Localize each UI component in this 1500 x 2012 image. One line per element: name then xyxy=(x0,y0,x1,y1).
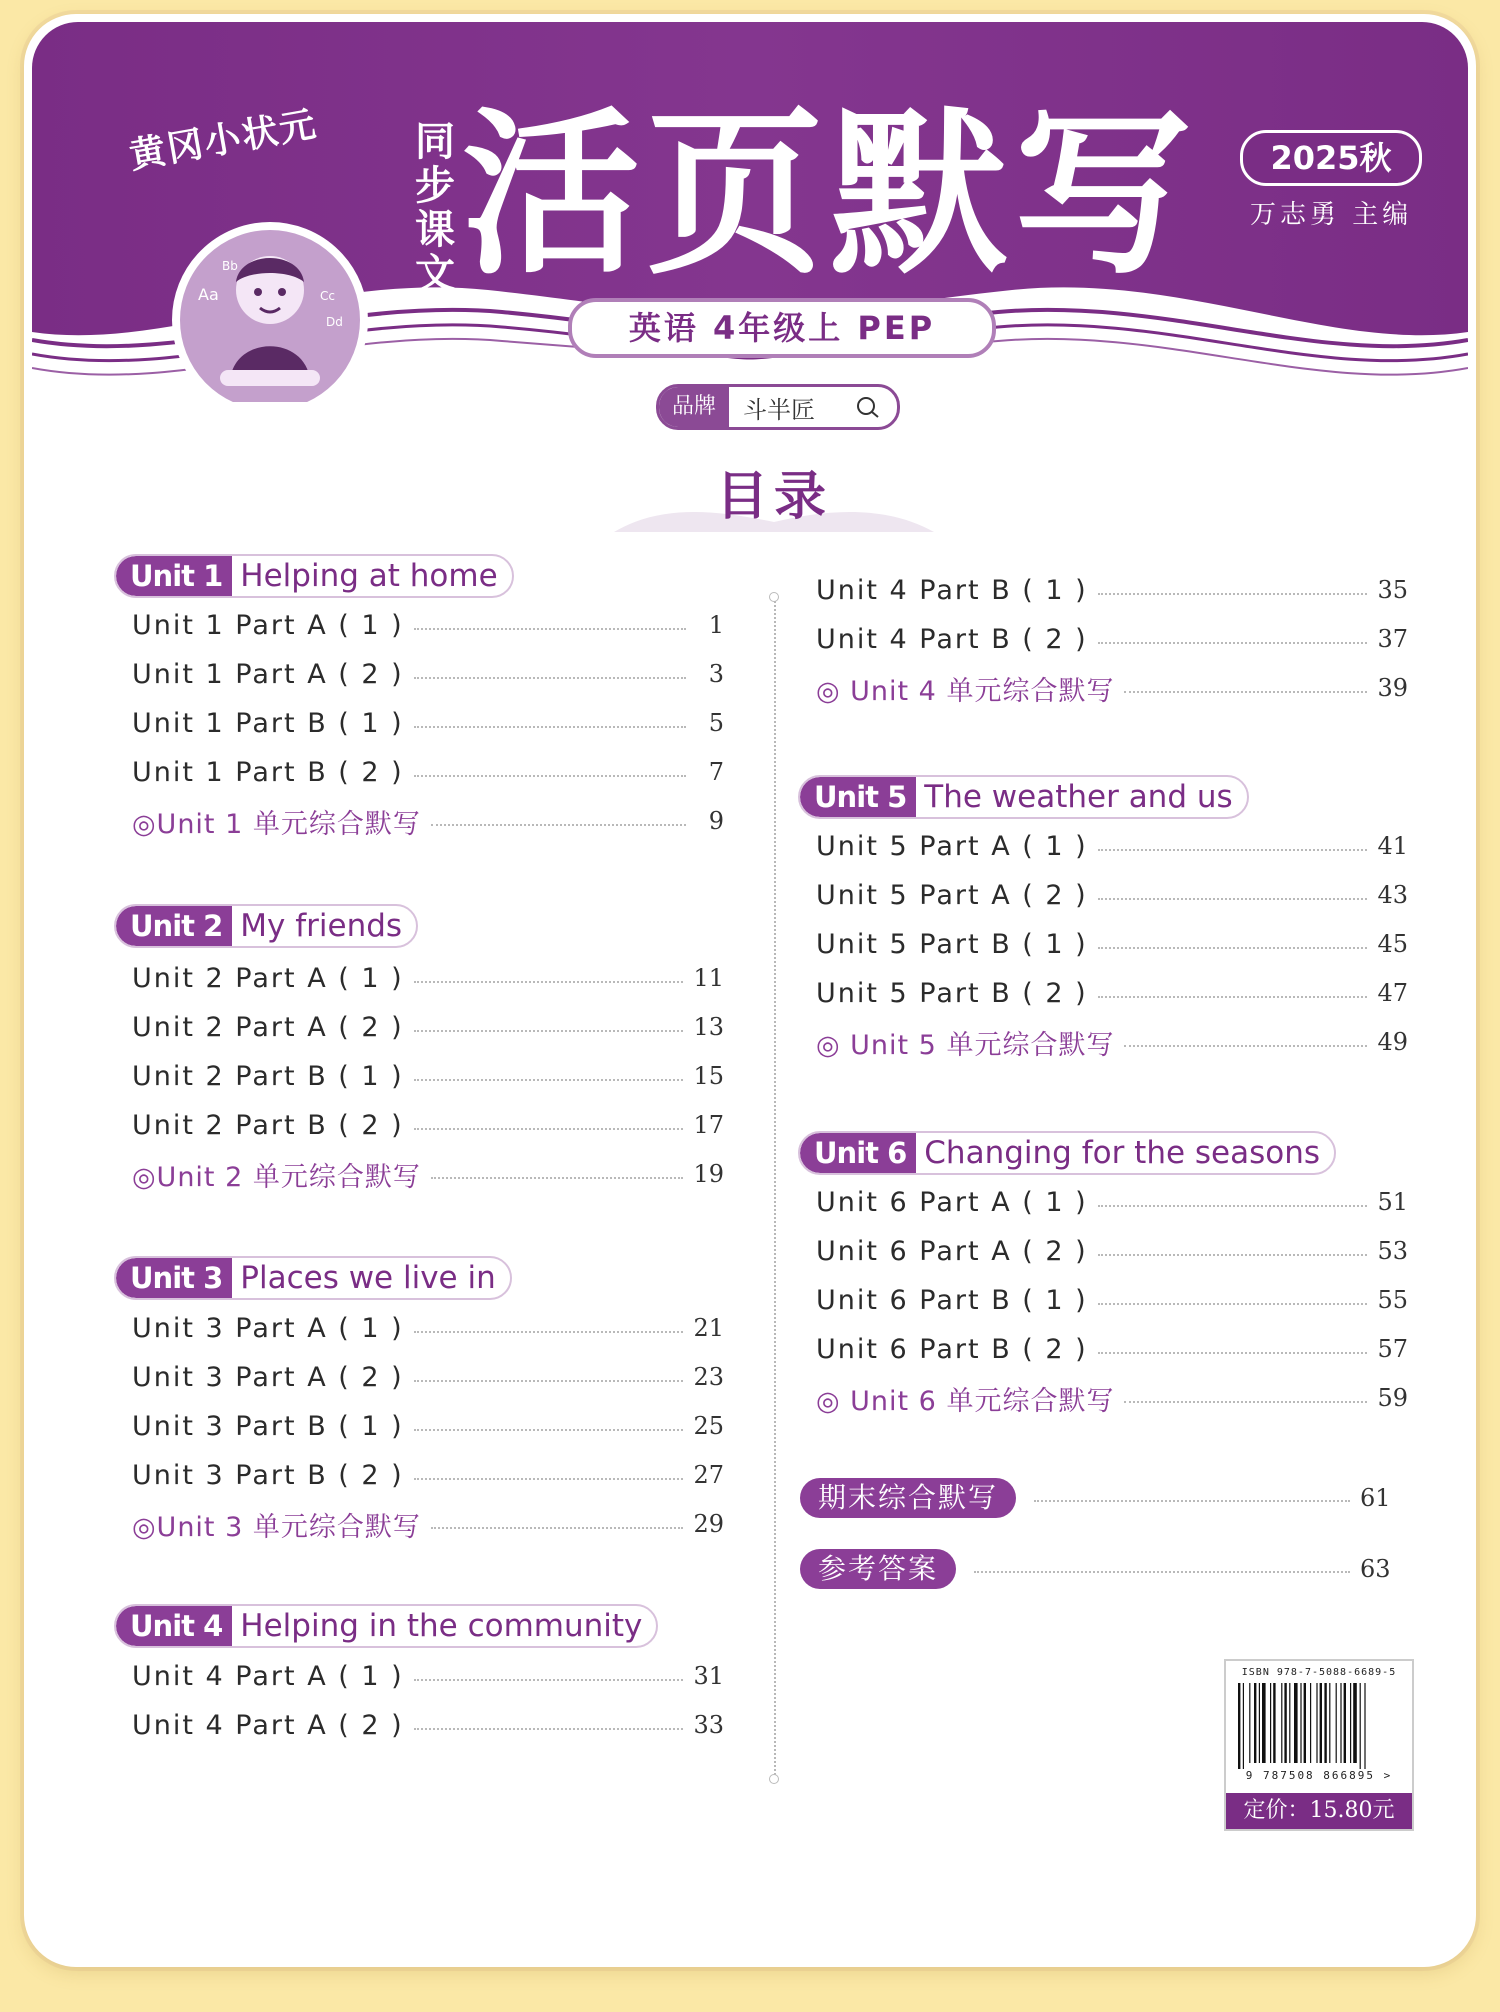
dot-leader xyxy=(1098,849,1368,851)
svg-text:Bb: Bb xyxy=(222,259,238,273)
toc-row[interactable] xyxy=(816,1182,1408,1222)
toc-row-label: Unit 5 Part B ( 1 ) xyxy=(816,928,1088,960)
header-banner xyxy=(32,22,1468,402)
unit-tag-number: Unit 6 xyxy=(800,1133,916,1173)
price-label: 定价：15.80元 xyxy=(1226,1793,1412,1829)
barcode-bar xyxy=(1300,1683,1301,1763)
dot-leader xyxy=(1098,1303,1368,1305)
toc-row-label: Unit 5 Part A ( 1 ) xyxy=(816,830,1088,862)
extra-tag[interactable]: 参考答案 xyxy=(800,1549,956,1589)
isbn-text: ISBN 978-7-5088-6689-5 xyxy=(1241,1667,1397,1678)
barcode-bar xyxy=(1254,1683,1256,1763)
dot-leader xyxy=(414,1679,684,1681)
toc-row-page: 3 xyxy=(708,660,724,688)
barcode-bar xyxy=(1364,1683,1365,1769)
dot-leader xyxy=(414,628,686,630)
toc-row[interactable] xyxy=(132,1406,724,1446)
dot-leader xyxy=(431,1177,684,1179)
barcode-bar xyxy=(1243,1683,1244,1769)
toc-row-page: 21 xyxy=(693,1314,724,1342)
toc-row-label: Unit 4 Part A ( 1 ) xyxy=(132,1660,404,1692)
dot-leader xyxy=(414,1728,684,1730)
toc-row-label: Unit 5 Part A ( 2 ) xyxy=(816,879,1088,911)
unit-tag xyxy=(798,1131,1336,1175)
toc-title: 目录 xyxy=(715,467,832,527)
dot-leader xyxy=(1124,1045,1367,1047)
toc-row-label: Unit 2 Part A ( 2 ) xyxy=(132,1011,404,1043)
dot-leader xyxy=(1098,642,1368,644)
toc-row-label: Unit 2 Part B ( 1 ) xyxy=(132,1060,404,1092)
dot-leader xyxy=(414,1380,684,1382)
barcode-bar xyxy=(1270,1683,1271,1763)
toc-row[interactable] xyxy=(816,1329,1408,1369)
toc-row-page: 31 xyxy=(693,1662,724,1690)
dot-leader xyxy=(414,726,686,728)
toc-row-label: Unit 3 Part A ( 2 ) xyxy=(132,1361,404,1393)
barcode-bar xyxy=(1360,1683,1361,1769)
toc-row[interactable] xyxy=(132,1357,724,1397)
dot-leader xyxy=(1098,1352,1368,1354)
barcode-bar xyxy=(1262,1683,1266,1763)
book-title: 活页默写 xyxy=(462,91,1198,298)
dot-leader xyxy=(1098,898,1368,900)
toc-row-page: 27 xyxy=(693,1461,724,1489)
toc-row-page: 53 xyxy=(1377,1237,1408,1265)
barcode-bar xyxy=(1353,1683,1357,1763)
toc-row-page: 23 xyxy=(693,1363,724,1391)
unit-tag-number: Unit 3 xyxy=(116,1258,232,1298)
toc-row[interactable] xyxy=(816,570,1408,610)
dot-leader xyxy=(1098,1254,1368,1256)
unit-tag xyxy=(114,554,514,598)
toc-row-page: 51 xyxy=(1377,1188,1408,1216)
toc-row-label: Unit 6 Part A ( 1 ) xyxy=(816,1186,1088,1218)
toc-row-page: 15 xyxy=(693,1062,724,1090)
toc-row-page: 57 xyxy=(1377,1335,1408,1363)
barcode-bar xyxy=(1350,1683,1351,1763)
dot-leader xyxy=(414,981,684,983)
toc-row-label: Unit 3 Part B ( 1 ) xyxy=(132,1410,404,1442)
toc-row-label: Unit 6 Part B ( 1 ) xyxy=(816,1284,1088,1316)
toc-row[interactable] xyxy=(816,973,1408,1013)
unit-tag-number: Unit 4 xyxy=(116,1606,232,1646)
toc-row[interactable] xyxy=(132,605,724,645)
toc-row-page: 41 xyxy=(1377,832,1408,860)
unit-tag-title: My friends xyxy=(240,908,403,944)
toc-row[interactable] xyxy=(816,668,1408,708)
barcode-bar xyxy=(1310,1683,1311,1763)
extra-page: 63 xyxy=(1360,1555,1391,1583)
dot-leader xyxy=(1034,1500,1350,1502)
dot-leader xyxy=(1098,947,1368,949)
toc-row[interactable] xyxy=(132,1308,724,1348)
barcode-bar xyxy=(1259,1683,1260,1763)
toc-row[interactable] xyxy=(816,924,1408,964)
toc-row-page: 59 xyxy=(1377,1384,1408,1412)
toc-row-page: 1 xyxy=(708,611,724,639)
dot-leader xyxy=(1098,593,1368,595)
brand-pill xyxy=(656,384,900,430)
toc-row-label: Unit 6 Part A ( 2 ) xyxy=(816,1235,1088,1267)
dot-leader xyxy=(414,1331,684,1333)
toc-row-page: 9 xyxy=(708,807,724,835)
dot-leader xyxy=(414,775,686,777)
page-card xyxy=(24,14,1476,1967)
toc-row-page: 33 xyxy=(693,1711,724,1739)
barcode-bar xyxy=(1294,1683,1298,1763)
toc-row-label: ◎ Unit 5 单元综合默写 xyxy=(816,1029,1115,1061)
svg-text:Aa: Aa xyxy=(198,285,219,304)
dot-leader xyxy=(431,824,686,826)
toc-row-page: 45 xyxy=(1377,930,1408,958)
unit-tag-title: Places we live in xyxy=(240,1260,496,1296)
column-divider xyxy=(774,598,776,1778)
dot-leader xyxy=(1124,691,1367,693)
divider-dot-bottom xyxy=(769,1774,779,1784)
toc-row-page: 17 xyxy=(693,1111,724,1139)
unit-tag-title: Helping at home xyxy=(240,558,498,594)
unit-tag-title: Helping in the community xyxy=(240,1608,643,1644)
toc-row-page: 39 xyxy=(1377,674,1408,702)
toc-row[interactable] xyxy=(132,1455,724,1495)
toc-row-label: Unit 6 Part B ( 2 ) xyxy=(816,1333,1088,1365)
toc-row-page: 11 xyxy=(693,964,724,992)
barcode-bar xyxy=(1336,1683,1337,1763)
toc-row[interactable] xyxy=(132,752,724,792)
toc-row-label: Unit 1 Part A ( 2 ) xyxy=(132,658,404,690)
toc-row[interactable] xyxy=(816,826,1408,866)
barcode-bar xyxy=(1273,1683,1275,1763)
svg-text:Cc: Cc xyxy=(320,289,335,303)
toc-row-label: ◎Unit 1 单元综合默写 xyxy=(132,808,421,840)
unit-tag xyxy=(114,1256,512,1300)
barcode-bar xyxy=(1238,1683,1240,1769)
barcode-bar xyxy=(1329,1683,1330,1763)
avatar-icon xyxy=(180,230,360,402)
toc-row-page: 37 xyxy=(1377,625,1408,653)
toc-row[interactable] xyxy=(132,1007,724,1047)
barcode-bar xyxy=(1249,1683,1250,1763)
search-icon xyxy=(855,395,883,419)
toc-row[interactable] xyxy=(132,1656,724,1696)
barcode-box xyxy=(1224,1659,1414,1831)
toc-row-label: Unit 2 Part B ( 2 ) xyxy=(132,1109,404,1141)
barcode-bar xyxy=(1340,1683,1341,1763)
toc-row-label: ◎ Unit 6 单元综合默写 xyxy=(816,1385,1115,1417)
toc-row[interactable] xyxy=(132,1154,724,1194)
extra-tag[interactable]: 期末综合默写 xyxy=(800,1478,1016,1518)
toc-row[interactable] xyxy=(816,875,1408,915)
barcode-bar xyxy=(1324,1683,1326,1763)
extra-page: 61 xyxy=(1360,1484,1391,1512)
barcode-bar xyxy=(1304,1683,1306,1763)
toc-row-page: 13 xyxy=(693,1013,724,1041)
toc-row-page: 7 xyxy=(708,758,724,786)
unit-tag xyxy=(798,775,1249,819)
toc-row[interactable] xyxy=(816,1280,1408,1320)
barcode-bar xyxy=(1289,1683,1290,1763)
subject-vertical-text: 同步课文 xyxy=(415,119,455,297)
dot-leader xyxy=(431,1527,684,1529)
toc-row[interactable] xyxy=(132,1705,724,1745)
editor-credit: 万志勇 主编 xyxy=(1250,200,1413,230)
brand-name: 斗半匠 xyxy=(743,395,815,424)
toc-row-label: Unit 1 Part B ( 1 ) xyxy=(132,707,404,739)
toc-row-page: 29 xyxy=(693,1510,724,1538)
toc-row-label: Unit 4 Part B ( 1 ) xyxy=(816,574,1088,606)
toc-row[interactable] xyxy=(132,654,724,694)
toc-row-page: 35 xyxy=(1377,576,1408,604)
unit-tag xyxy=(114,904,418,948)
toc-row[interactable] xyxy=(816,1378,1408,1418)
toc-row-page: 43 xyxy=(1377,881,1408,909)
barcode-icon xyxy=(1238,1683,1400,1769)
toc-row-label: ◎Unit 3 单元综合默写 xyxy=(132,1511,421,1543)
toc-row-label: Unit 3 Part B ( 2 ) xyxy=(132,1459,404,1491)
dot-leader xyxy=(1098,996,1368,998)
ean-text: 9 787508 866895 > xyxy=(1245,1769,1393,1782)
toc-row[interactable] xyxy=(132,958,724,998)
barcode-bar xyxy=(1344,1683,1346,1763)
avatar-illustration xyxy=(172,222,368,402)
toc-row-label: Unit 3 Part A ( 1 ) xyxy=(132,1312,404,1344)
barcode-bar xyxy=(1281,1683,1282,1763)
edition-badge: 2025秋 xyxy=(1240,130,1422,186)
toc-row[interactable] xyxy=(816,1231,1408,1271)
toc-row-page: 25 xyxy=(693,1412,724,1440)
brand-logo xyxy=(92,62,352,382)
logo-text: 黄冈小状元 xyxy=(126,102,321,178)
dot-leader xyxy=(414,677,686,679)
unit-tag-title: The weather and us xyxy=(924,779,1233,815)
toc-row-label: Unit 1 Part B ( 2 ) xyxy=(132,756,404,788)
unit-tag-number: Unit 5 xyxy=(800,777,916,817)
dot-leader xyxy=(414,1079,684,1081)
toc-row-label: Unit 1 Part A ( 1 ) xyxy=(132,609,404,641)
dot-leader xyxy=(974,1571,1350,1573)
toc-row-label: Unit 5 Part B ( 2 ) xyxy=(816,977,1088,1009)
toc-row[interactable] xyxy=(132,801,724,841)
toc-row[interactable] xyxy=(132,1105,724,1145)
toc-row-label: Unit 4 Part B ( 2 ) xyxy=(816,623,1088,655)
divider-dot-top xyxy=(769,592,779,602)
grade-pill: 英语 4年级上 PEP xyxy=(568,298,996,358)
toc-row-page: 49 xyxy=(1377,1028,1408,1056)
toc-row-label: ◎ Unit 4 单元综合默写 xyxy=(816,675,1115,707)
dot-leader xyxy=(414,1128,684,1130)
toc-row-label: Unit 4 Part A ( 2 ) xyxy=(132,1709,404,1741)
barcode-bar xyxy=(1284,1683,1286,1763)
toc-row[interactable] xyxy=(816,1022,1408,1062)
toc-row-label: ◎Unit 2 单元综合默写 xyxy=(132,1161,421,1193)
barcode-bar xyxy=(1320,1683,1322,1763)
toc-row[interactable] xyxy=(132,1504,724,1544)
toc-row[interactable] xyxy=(132,703,724,743)
svg-text:Dd: Dd xyxy=(326,315,343,329)
dot-leader xyxy=(414,1478,684,1480)
dot-leader xyxy=(414,1030,684,1032)
dot-leader xyxy=(414,1429,684,1431)
toc-row-page: 19 xyxy=(693,1160,724,1188)
dot-leader xyxy=(1124,1401,1367,1403)
barcode-bar xyxy=(1316,1683,1317,1763)
toc-row-label: Unit 2 Part A ( 1 ) xyxy=(132,962,404,994)
toc-row-page: 5 xyxy=(708,709,724,737)
toc-row-page: 47 xyxy=(1377,979,1408,1007)
unit-tag-number: Unit 2 xyxy=(116,906,232,946)
dot-leader xyxy=(1098,1205,1368,1207)
toc-row-page: 55 xyxy=(1377,1286,1408,1314)
toc-row[interactable] xyxy=(816,619,1408,659)
unit-tag xyxy=(114,1604,658,1648)
brand-label: 品牌 xyxy=(659,387,729,427)
unit-tag-title: Changing for the seasons xyxy=(924,1135,1321,1171)
toc-row[interactable] xyxy=(132,1056,724,1096)
unit-tag-number: Unit 1 xyxy=(116,556,232,596)
